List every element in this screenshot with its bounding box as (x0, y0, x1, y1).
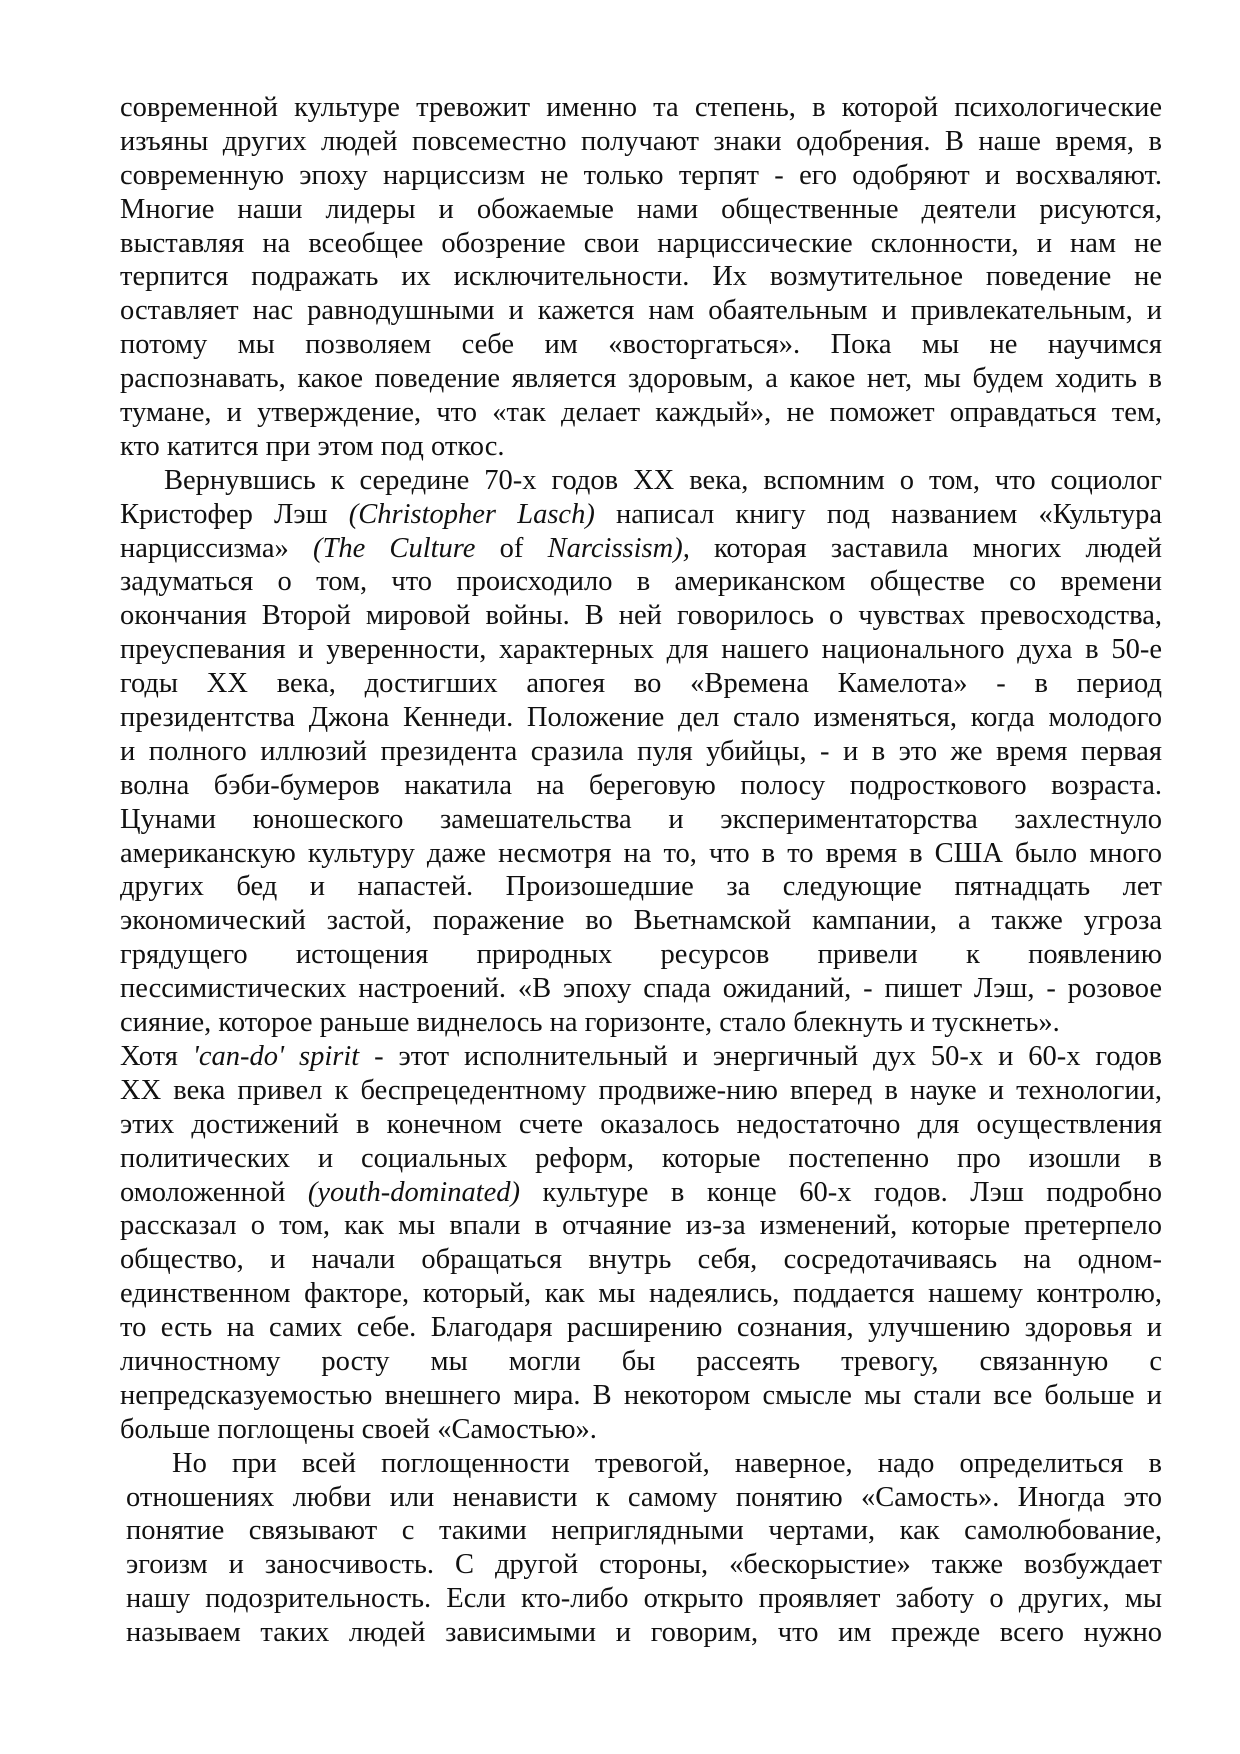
text-run: отношениях любви или ненависти к самому понятию «Самость». Иногда это (126, 1481, 1162, 1513)
text-run: пессимистических настроений. «В эпоху спада ожиданий, - пишет Лэш, - розовое (120, 973, 1162, 1005)
text-line (120, 260, 1162, 294)
text-run: of (475, 532, 548, 564)
italic-text: 'can-do' spirit (192, 1040, 360, 1072)
text-run: единственном факторе, который, как мы надеялись, поддается нашему контролю, (120, 1278, 1162, 1310)
text-run: сияние, которое раньше виднелось на горизонте, стало блекнуть и тускнеть». (120, 1007, 1060, 1039)
text-run: общество, и начали обращаться внутрь себя, сосредотачиваясь на одном- (120, 1244, 1162, 1276)
text-run: омоложенной (120, 1176, 308, 1208)
text-run: экономический застой, поражение во Вьетнамской кампании, а также угроза (120, 905, 1162, 937)
text-line (120, 904, 1162, 938)
paragraph (120, 464, 1162, 1040)
text-run: задуматься о том, что происходило в американском обществе со времени (120, 566, 1162, 598)
text-run: Вернувшись к середине 70-х годов XX века, вспомним о том, что социолог (164, 464, 1162, 496)
text-run: изъяны других людей повсеместно получают знаки одобрения. В наше время, в (120, 125, 1162, 157)
text-line (120, 328, 1162, 362)
text-run: волна бэби-бумеров накатила на береговую полосу подросткового возраста. (120, 769, 1162, 801)
text-line (120, 870, 1162, 904)
text-line (120, 1582, 1162, 1616)
text-run: этих достижений в конечном счете оказалось недостаточно для осуществления (120, 1108, 1162, 1140)
text-run: - этот исполнительный и энергичный дух 50-х и 60-х годов (359, 1040, 1162, 1072)
text-line (120, 1277, 1162, 1311)
text-line (120, 1548, 1162, 1582)
text-line (120, 803, 1162, 837)
text-run: потому мы позволяем себе им «восторгаться». Пока мы не научимся (120, 329, 1162, 361)
text-line (120, 1481, 1162, 1515)
text-run: написал книгу под названием «Культура (594, 498, 1162, 530)
text-line (120, 938, 1162, 972)
text-run: которая заставила многих людей (689, 532, 1162, 564)
text-run: президентства Джона Кеннеди. Положение дел стало изменяться, когда молодого (120, 702, 1162, 734)
text-line (120, 362, 1162, 396)
text-line (120, 1074, 1162, 1108)
text-run: Цунами юношеского замешательства и экспериментаторства захлестнуло (120, 803, 1162, 835)
text-run: непредсказуемостью внешнего мира. В некотором смысле мы стали все больше и (120, 1379, 1162, 1411)
text-line (120, 1142, 1162, 1176)
text-line (120, 396, 1162, 430)
text-run: Многие наши лидеры и обожаемые нами общественные деятели рисуются, (120, 193, 1162, 225)
text-run: распознавать, какое поведение является здоровым, а какое нет, мы будем ходить в (120, 363, 1162, 395)
text-line (120, 599, 1162, 633)
text-run: окончания Второй мировой войны. В ней говорилось о чувствах превосходства, (120, 600, 1162, 632)
text-line (120, 91, 1162, 125)
text-line (120, 1413, 1162, 1447)
text-run: тумане, и утверждение, что «так делает каждый», не поможет оправдаться тем, (120, 397, 1162, 429)
text-run: выставляя на всеобщее обозрение свои нарциссические склонности, и нам не (120, 227, 1162, 259)
text-line (120, 1311, 1162, 1345)
text-run: политических и социальных реформ, которые постепенно про изошли в (120, 1142, 1162, 1174)
text-line (120, 667, 1162, 701)
text-run: других бед и напастей. Произошедшие за следующие пятнадцать лет (120, 871, 1162, 903)
text-run: терпится подражать их исключительности. Их возмутительное поведение не (120, 261, 1162, 293)
text-run: современную эпоху нарциссизм не только терпят - его одобряют и восхваляют. (120, 159, 1162, 191)
italic-text: (Christopher Lasch) (348, 498, 595, 530)
text-line (120, 498, 1162, 532)
paragraph (120, 1040, 1162, 1447)
text-line (120, 464, 1162, 498)
text-line (120, 701, 1162, 735)
text-run: эгоизм и заносчивость. С другой стороны, «бескорыстие» также возбуждает (126, 1549, 1162, 1581)
text-run: современной культуре тревожит именно та степень, в которой психологические (120, 92, 1162, 123)
text-line (120, 193, 1162, 227)
italic-text: (The Culture (313, 532, 476, 564)
paragraph (120, 91, 1162, 464)
text-line (120, 565, 1162, 599)
text-line (120, 1243, 1162, 1277)
text-run: личностному росту мы могли бы рассеять тревогу, связанную с (120, 1345, 1162, 1377)
text-line (120, 125, 1162, 159)
text-run: нарциссизма» (120, 532, 313, 564)
text-run: и полного иллюзий президента сразила пуля убийцы, - и в это же время первая (120, 735, 1162, 767)
text-run: рассказал о том, как мы впали в отчаяние из-за изменений, которые претерпело (120, 1210, 1162, 1242)
text-line (120, 430, 1162, 464)
text-run: XX века привел к беспрецедентному продвиже-нию вперед в науке и технологии, (120, 1074, 1162, 1106)
text-line (120, 1514, 1162, 1548)
text-run: нашу подозрительность. Если кто-либо открыто проявляет заботу о других, мы (126, 1583, 1162, 1615)
text-run: преуспевания и уверенности, характерных для нашего национального духа в 50-е (120, 634, 1162, 666)
text-line (120, 1209, 1162, 1243)
text-run: годы XX века, достигших апогея во «Времена Камелота» - в период (120, 668, 1162, 700)
text-run: Но при всей поглощенности тревогой, наверное, надо определиться в (172, 1447, 1162, 1479)
text-run: культуре в конце 60-х годов. Лэш подробно (520, 1176, 1162, 1208)
text-line (120, 1040, 1162, 1074)
text-line (120, 1108, 1162, 1142)
italic-text: Narcissism), (547, 532, 690, 564)
text-run: называем таких людей зависимыми и говорим, что им прежде всего нужно (126, 1617, 1162, 1649)
text-run: оставляет нас равнодушными и кажется нам обаятельным и привлекательным, и (120, 295, 1162, 327)
text-line (120, 1379, 1162, 1413)
text-run: больше поглощены своей «Самостью». (120, 1413, 597, 1445)
text-line (120, 735, 1162, 769)
text-run: грядущего истощения природных ресурсов привели к появлению (120, 939, 1162, 971)
text-line (120, 532, 1162, 566)
text-line (120, 1616, 1162, 1650)
text-line (120, 159, 1162, 193)
italic-text: (youth-dominated) (307, 1176, 520, 1208)
text-line (120, 972, 1162, 1006)
text-run: кто катится при этом под откос. (120, 430, 505, 462)
text-line (120, 1176, 1162, 1210)
text-run: понятие связывают с такими неприглядными чертами, как самолюбование, (126, 1515, 1162, 1547)
text-run: американскую культуру даже несмотря на то, что в то время в США было много (120, 837, 1162, 869)
text-line (120, 633, 1162, 667)
text-run: то есть на самих себе. Благодаря расширению сознания, улучшению здоровья и (120, 1312, 1162, 1344)
text-line (120, 769, 1162, 803)
text-run: Кристофер Лэш (120, 498, 349, 530)
text-line (120, 1345, 1162, 1379)
text-line (120, 1447, 1162, 1481)
text-line (120, 1006, 1162, 1040)
document-page (120, 91, 1162, 1650)
text-line (120, 837, 1162, 871)
text-run: Хотя (120, 1040, 193, 1072)
text-line (120, 227, 1162, 261)
paragraph (120, 1447, 1162, 1650)
text-line (120, 294, 1162, 328)
